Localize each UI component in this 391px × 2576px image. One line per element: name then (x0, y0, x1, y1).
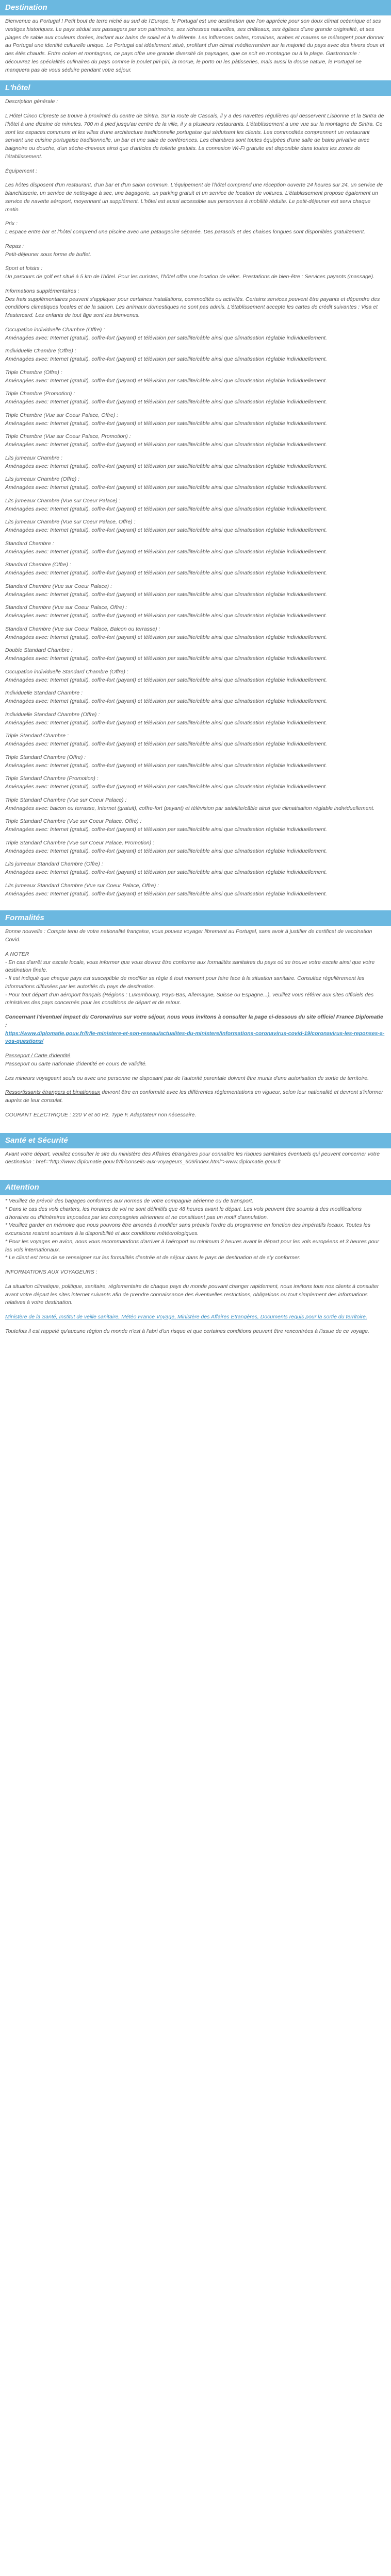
room-entry (5, 882, 386, 899)
room-description: Aménagées avec: Internet (gratuit), coffre-fort (payant) et télévision par satellite/câble ainsi que climatisation réglable individuellement. (5, 548, 327, 555)
nota-line: - Pour tout départ d'un aéroport français (Régions : Luxembourg, Pays-Bas, Allemagne, Suisse ou Espagne...), veuillez vous référer aux sites officiels des ministères des pays concernés pour les conditions de départ et de retour. (5, 991, 374, 1006)
room-name: Individuelle Standard Chambre : (5, 690, 83, 697)
room-entry (5, 647, 386, 663)
info-links[interactable]: Ministère de la Santé, Institut de veille sanitaire, Météo France Voyage, Ministère des Affaires Étrangères, Documents requis pour la sortie du territoire. (5, 1314, 367, 1320)
room-entry (5, 583, 386, 599)
room-entry (5, 390, 386, 406)
room-entry (5, 497, 386, 514)
room-name: Triple Standard Chambre (Vue sur Coeur Palace, Promotion) : (5, 839, 155, 846)
destination-section (0, 0, 391, 74)
room-description: Aménagées avec: Internet (gratuit), coffre-fort (payant) et télévision par satellite/câble ainsi que climatisation réglable individuellement. (5, 613, 327, 619)
covid-block (5, 1013, 386, 1046)
room-description: Aménagées avec: Internet (gratuit), coffre-fort (payant) et télévision par satellite/câble ainsi que climatisation réglable individuellement. (5, 463, 327, 469)
room-entry (5, 732, 386, 749)
room-entry (5, 860, 386, 877)
room-entry (5, 433, 386, 449)
room-name: Standard Chambre (Vue sur Coeur Palace, Offre) : (5, 604, 127, 611)
repas-label: Repas : (5, 243, 24, 249)
room-description: Aménagées avec: Internet (gratuit), coffre-fort (payant) et télévision par satellite/câble ainsi que climatisation réglable individuellement. (5, 634, 327, 640)
hotel-body (0, 96, 391, 906)
room-entry (5, 369, 386, 385)
nota-line: - En cas d'arrêt sur escale locale, vous informer que vous devrez être conforme aux formalités sanitaires du pays où se trouve votre escale ainsi que votre destination finale. (5, 959, 375, 974)
attention-line: * Veuillez de prévoir des bagages conformes aux normes de votre compagnie aérienne ou de transport. (5, 1198, 254, 1204)
room-name: Standard Chambre (Vue sur Coeur Palace, Balcon ou terrasse) : (5, 625, 160, 632)
room-list (5, 326, 386, 899)
room-entry (5, 540, 386, 556)
hotel-description-label: Description générale : (5, 98, 58, 105)
info-label: Informations supplémentaires : (5, 287, 79, 294)
room-name: Triple Standard Chambre : (5, 733, 69, 739)
nota-line: - Il est indiqué que chaque pays est susceptible de modifier sa règle à tout moment pour faire face à la situation sanitaire. Consultez régulièrement les informations diffusées par les autorités du pays de destination. (5, 975, 365, 990)
visa-text: devront être en conformité avec les différentes réglementations en vigueur, selon leur nationalité et devront s'informer auprès de leur consulat. (5, 1089, 383, 1104)
info-text: La situation climatique, politique, sanitaire, réglementaire de chaque pays du monde pouvant changer rapidement, nous invitons tous nos clients à consulter avant votre départ les sites internet suivants afin de prendre connaissance des éventuelles restrictions, obligations ou tout simplement des informations relatives à votre destination. (5, 1283, 379, 1306)
attention-section (0, 1180, 391, 1345)
room-description: Aménagées avec: Internet (gratuit), coffre-fort (payant) et télévision par satellite/câble ainsi que climatisation réglable individuellement. (5, 505, 327, 512)
attention-body (0, 1195, 391, 1345)
room-description: Aménagées avec: Internet (gratuit), coffre-fort (payant) et télévision par satellite/câble ainsi que climatisation réglable individuellement. (5, 698, 327, 704)
room-name: Lits jumeaux Standard Chambre (Offre) : (5, 861, 103, 868)
destination-paragraph: Bienvenue au Portugal ! Petit bout de terre niché au sud de l'Europe, le Portugal est une destination que l'on apprécie pour son doux climat océanique et ses vestiges historiques. Le pays séduit ses passagers par son patrimoine, ses richesses naturelles, ses châteaux, ses églises d'une grande originalité, et ses plages de sable aux couleurs dorées, invitant aux bains de soleil et à la détente. Les influences celtes, romaines, arabes et maures se mélangent pour donner au Portugal une identité culturelle unique. Le Portugal est idéalement situé, profitant d'un climat méditerranéen sur la majorité du pays avec des hivers doux et des étés chauds. Entre océan et montagnes, ce pays offre une grande diversité de paysages, que ce soit en montagne ou à la plage. Gastronomie : découvrez les spécialités culinaires du pays comme le poulet piri-piri, la morue, le porto ou les pâtisseries, mais aussi la douce nature, le Portugal ne manquera pas de vous séduire pendant votre séjour. (5, 18, 385, 73)
room-entry (5, 818, 386, 834)
formalites-body (0, 926, 391, 1128)
room-description: Aménagées avec: Internet (gratuit), coffre-fort (payant) et télévision par satellite/câble ainsi que climatisation réglable individuellement. (5, 399, 327, 405)
room-description: Aménagées avec: balcon ou terrasse, Internet (gratuit), coffre-fort (payant) et télévision par satellite/câble ainsi que climatisation réglable individuellement. (5, 805, 375, 811)
room-name: Triple Standard Chambre (Offre) : (5, 754, 86, 760)
hotel-sport (5, 265, 386, 281)
hotel-prix (5, 220, 386, 236)
room-description: Aménagées avec: Internet (gratuit), coffre-fort (payant) et télévision par satellite/câble ainsi que climatisation réglable individuellement. (5, 784, 327, 790)
room-entry (5, 326, 386, 343)
room-description: Aménagées avec: Internet (gratuit), coffre-fort (payant) et télévision par satellite/câble ainsi que climatisation réglable individuellement. (5, 655, 327, 662)
room-description: Aménagées avec: Internet (gratuit), coffre-fort (payant) et télévision par satellite/câble ainsi que climatisation réglable individuellement. (5, 826, 327, 833)
attention-line: * Pour les voyages en avion, nous vous recommandons d'arriver à l'aéroport au minimum 2 heures avant le départ pour les vols européens et 3 heures pour les vols internationaux. (5, 1238, 379, 1253)
room-entry (5, 711, 386, 727)
room-description: Aménagées avec: Internet (gratuit), coffre-fort (payant) et télévision par satellite/câble ainsi que climatisation réglable individuellement. (5, 848, 327, 854)
current-line: COURANT ELECTRIQUE : 220 V et 50 Hz. Type F. Adaptateur non nécessaire. (5, 1111, 197, 1118)
attention-line: * Le client est tenu de se renseigner sur les formalités d'entrée et de séjour dans le pays de destination et de s'y conformer. (5, 1255, 301, 1261)
attention-line: * Veuillez garder en mémoire que nous pouvons être amenés à modifier sans préavis l'ordre du programme en fonction des impératifs locaux. Toutes les excursions restent soumises à la disponibilité et aux conditions météorologiques. (5, 1222, 371, 1236)
room-name: Triple Chambre (Vue sur Coeur Palace, Promotion) : (5, 433, 131, 440)
room-description: Aménagées avec: Internet (gratuit), coffre-fort (payant) et télévision par satellite/câble ainsi que climatisation réglable individuellement. (5, 762, 327, 769)
minors-text: Les mineurs voyageant seuls ou avec une personne ne disposant pas de l'autorité parentale doivent être munis d'une autorisation de sortie de territoire. (5, 1075, 369, 1081)
room-name: Lits jumeaux Chambre (Vue sur Coeur Palace) : (5, 497, 121, 504)
room-description: Aménagées avec: Internet (gratuit), coffre-fort (payant) et télévision par satellite/câble ainsi que climatisation réglable individuellement. (5, 869, 327, 875)
passport-title: Passeport / Carte d'identité (5, 1053, 71, 1059)
room-entry (5, 839, 386, 856)
room-name: Triple Chambre (Offre) : (5, 369, 62, 376)
room-description: Aménagées avec: Internet (gratuit), coffre-fort (payant) et télévision par satellite/câble ainsi que climatisation réglable individuellement. (5, 527, 327, 533)
room-description: Aménagées avec: Internet (gratuit), coffre-fort (payant) et télévision par satellite/câble ainsi que climatisation réglable individuellement. (5, 442, 327, 448)
sport-text: Un parcours de golf est situé à 5 km de l'hôtel. Pour les curistes, l'hôtel offre une location de vélos. Prestations de bien-être : Services payants (massage). (5, 274, 375, 280)
room-name: Occupation individuelle Chambre (Offre) : (5, 326, 105, 333)
room-entry (5, 347, 386, 364)
room-description: Aménagées avec: Internet (gratuit), coffre-fort (payant) et télévision par satellite/câble ainsi que climatisation réglable individuellement. (5, 741, 327, 747)
room-name: Occupation individuelle Standard Chambre (Offre) : (5, 668, 128, 675)
room-description: Aménagées avec: Internet (gratuit), coffre-fort (payant) et télévision par satellite/câble ainsi que climatisation réglable individuellement. (5, 890, 327, 897)
passport-block (5, 1052, 386, 1069)
attention-line: * Dans le cas des vols charters, les horaires de vol ne sont définitifs que 48 heures avant le départ. Les vols peuvent être soumis à des modifications d'horaires ou d'itinéraires imposées par les compagnies aériennes et ne constituent pas un motif d'annulation. (5, 1206, 362, 1221)
room-entry (5, 775, 386, 791)
covid-link[interactable]: https://www.diplomatie.gouv.fr/fr/le-ministere-et-son-reseau/actualites-du-ministere/informations-coronavirus-covid-19/coronavirus-les-reponses-a-vos-questions/ (5, 1030, 385, 1045)
formalites-intro: Bonne nouvelle : Compte tenu de votre nationalité française, vous pouvez voyager librement au Portugal, sans avoir à justifier de certificat de vaccination Covid. (5, 928, 372, 943)
covid-line: Concernant l'éventuel impact du Coronavirus sur votre séjour, nous vous invitons à consulter la page ci-dessous du site officiel France Diplomatie : (5, 1014, 383, 1028)
attention-lines (5, 1197, 386, 1262)
passport-text: Passeport ou carte nationale d'identité en cours de validité. (5, 1060, 147, 1067)
formalites-section (0, 910, 391, 1128)
room-description: Aménagées avec: Internet (gratuit), coffre-fort (payant) et télévision par satellite/câble ainsi que climatisation réglable individuellement. (5, 591, 327, 598)
hotel-equipment-label: Équipement : (5, 167, 37, 174)
room-name: Lits jumeaux Chambre (Offre) : (5, 476, 80, 483)
hotel-equipment-text: Les hôtes disposent d'un restaurant, d'un bar et d'un salon commun. L'équipement de l'hôtel comprend une réception ouverte 24 heures sur 24, un service de blanchisserie, un service de nettoyage à sec, une bagagerie, un parking gratuit et un service de location de voitures. L'établissement propose également un service de navette aéroport, moyennant un supplément. L'hôtel est aussi accessible aux personnes à mobilité réduite. Le petit-déjeuner est servi chaque matin. (5, 182, 383, 213)
room-name: Triple Chambre (Promotion) : (5, 391, 75, 397)
room-description: Aménagées avec: Internet (gratuit), coffre-fort (payant) et télévision par satellite/câble ainsi que climatisation réglable individuellement. (5, 356, 327, 362)
sante-text: Avant votre départ, veuillez consulter le site du ministère des Affaires étrangères pour connaître les risques sanitaires éventuels qui peuvent concerner votre destination : href="http://www.diplomatie.gouv.fr/fr/conseils-aux-voyageurs_909/index.html">www.diplomatie.gouv.fr (5, 1150, 380, 1165)
room-name: Lits jumeaux Chambre : (5, 454, 62, 461)
sport-label: Sport et loisirs : (5, 265, 43, 272)
room-name: Lits jumeaux Standard Chambre (Vue sur Coeur Palace, Offre) : (5, 882, 159, 889)
hotel-info (5, 287, 386, 320)
room-entry (5, 754, 386, 770)
closing-text: Toutefois il est rappelé qu'aucune région du monde n'est à l'abri d'un risque et que certaines conditions peuvent être rencontrées à l'issue de ce voyage. (5, 1328, 370, 1334)
formalites-header: Formalités (0, 910, 391, 926)
destination-header: Destination (0, 0, 391, 15)
room-entry (5, 604, 386, 620)
room-description: Aménagées avec: Internet (gratuit), coffre-fort (payant) et télévision par satellite/câble ainsi que climatisation réglable individuellement. (5, 676, 327, 683)
room-description: Aménagées avec: Internet (gratuit), coffre-fort (payant) et télévision par satellite/câble ainsi que climatisation réglable individuellement. (5, 570, 327, 576)
sante-body (0, 1148, 391, 1176)
repas-text: Petit-déjeuner sous forme de buffet. (5, 251, 91, 258)
room-name: Triple Standard Chambre (Promotion) : (5, 775, 99, 782)
room-entry (5, 518, 386, 535)
hotel-description-text: L'Hôtel Cinco Cipreste se trouve à proximité du centre de Sintra. Sur la route de Cascais, il y a des navettes régulières qui desservent Lisbonne et la Sintra de l'hôtel à une dizaine de minutes. 700 m à pied jusqu'au centre de la ville, il y a plusieurs restaurants. L'établissement a une vue sur la montagne de Sintra. Ce sont les espaces communs et les villas d'une architecture traditionnelle portugaise qui séduisent les clients. Les commodités comprennent un restaurant servant une cuisine portugaise traditionnelle, un bar et une salle de conférences. Les chambres sont toutes équipées d'une salle de bains privative avec baignoire ou douche, d'un sèche-cheveux ainsi que d'articles de toilette gratuits. La connexion Wi-Fi gratuite est disponible dans toutes les zones de l'établissement. (5, 113, 384, 160)
info-text: Des frais supplémentaires peuvent s'appliquer pour certaines installations, commodités ou activités. Certains services peuvent être payants et dépendre des conditions climatiques locales et de la saison. Les animaux domestiques ne sont pas admis. L'établissement accepte les cartes de crédit suivantes : Visa et Mastercard. Les enfants de tout âge sont les bienvenus. (5, 296, 380, 318)
formalites-nota (5, 951, 386, 1007)
room-name: Lits jumeaux Chambre (Vue sur Coeur Palace, Offre) : (5, 519, 136, 526)
hotel-repas (5, 243, 386, 259)
room-description: Aménagées avec: Internet (gratuit), coffre-fort (payant) et télévision par satellite/câble ainsi que climatisation réglable individuellement. (5, 334, 327, 341)
attention-header: Attention (0, 1180, 391, 1195)
room-name: Standard Chambre (Offre) : (5, 562, 71, 568)
room-entry (5, 412, 386, 428)
room-name: Individuelle Standard Chambre (Offre) : (5, 711, 100, 718)
room-description: Aménagées avec: Internet (gratuit), coffre-fort (payant) et télévision par satellite/câble ainsi que climatisation réglable individuellement. (5, 719, 327, 726)
room-entry (5, 689, 386, 706)
sante-header: Santé et Sécurité (0, 1133, 391, 1148)
visa-title: Ressortissants étrangers et binationaux (5, 1089, 101, 1096)
room-name: Triple Chambre (Vue sur Coeur Palace, Offre) : (5, 412, 119, 418)
room-name: Standard Chambre : (5, 540, 54, 547)
room-description: Aménagées avec: Internet (gratuit), coffre-fort (payant) et télévision par satellite/câble ainsi que climatisation réglable individuellement. (5, 377, 327, 384)
room-name: Standard Chambre (Vue sur Coeur Palace) : (5, 583, 112, 589)
room-description: Aménagées avec: Internet (gratuit), coffre-fort (payant) et télévision par satellite/câble ainsi que climatisation réglable individuellement. (5, 484, 327, 490)
room-entry (5, 561, 386, 578)
sante-section (0, 1133, 391, 1176)
info-title: INFORMATIONS AUX VOYAGEURS : (5, 1269, 97, 1275)
visa-block (5, 1089, 386, 1105)
room-name: Triple Standard Chambre (Vue sur Coeur Palace, Offre) : (5, 818, 142, 825)
room-entry (5, 796, 386, 813)
room-name: Individuelle Chambre (Offre) : (5, 348, 76, 354)
room-entry (5, 625, 386, 642)
room-entry (5, 668, 386, 685)
destination-body (0, 15, 391, 74)
room-description: Aménagées avec: Internet (gratuit), coffre-fort (payant) et télévision par satellite/câble ainsi que climatisation réglable individuellement. (5, 420, 327, 427)
hotel-header: L'hôtel (0, 80, 391, 96)
room-entry (5, 454, 386, 471)
prix-text: L'espace entre bar et l'hôtel comprend une piscine avec une pataugeoire séparée. Des parasols et des chaises longues sont disponibles gratuitement. (5, 229, 366, 235)
room-entry (5, 476, 386, 492)
hotel-section (0, 80, 391, 906)
prix-label: Prix : (5, 221, 18, 227)
room-name: Triple Standard Chambre (Vue sur Coeur Palace) : (5, 796, 127, 803)
nota-title: A NOTER (5, 951, 29, 957)
room-name: Double Standard Chambre : (5, 647, 73, 654)
